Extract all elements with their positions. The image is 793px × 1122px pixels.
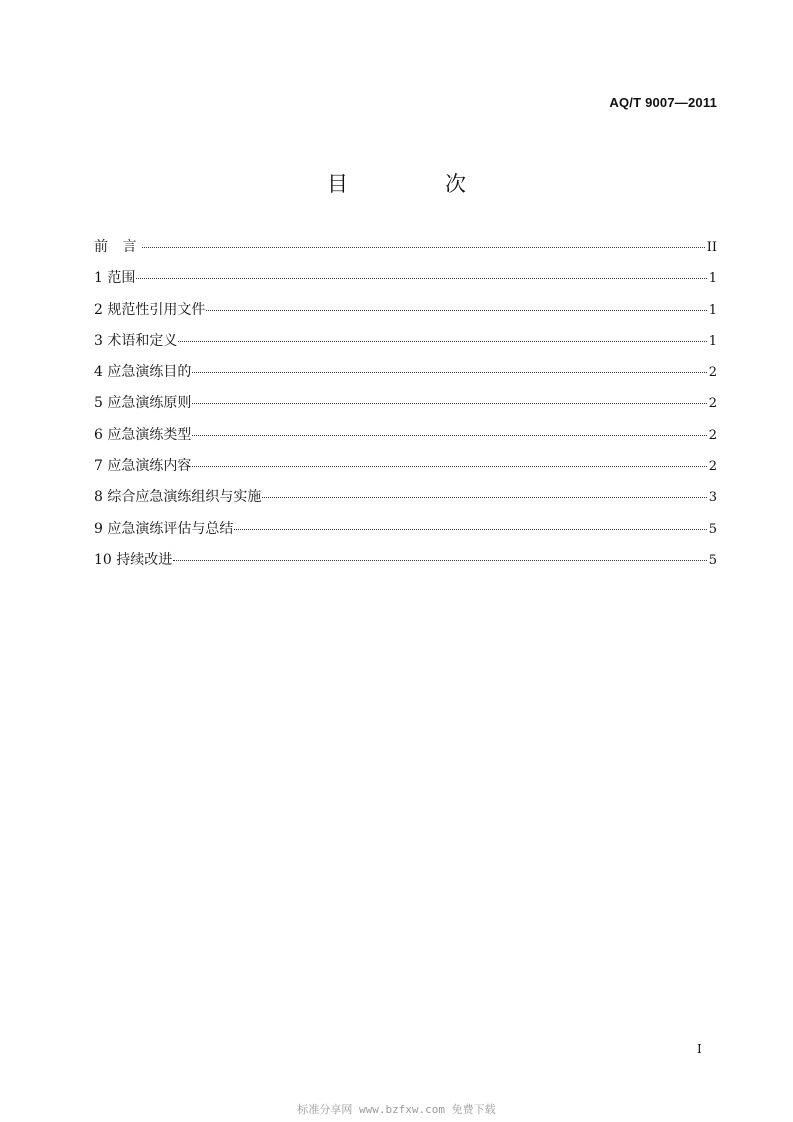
toc-entry-page: 2 <box>708 427 717 443</box>
toc-entry-6[interactable] <box>94 424 717 455</box>
toc-entry-10[interactable] <box>94 549 717 580</box>
leader-dots <box>234 529 706 530</box>
toc-entry-label: 4 应急演练目的 <box>94 364 192 381</box>
leader-dots <box>178 341 706 342</box>
leader-dots <box>136 278 706 279</box>
toc-entry-5[interactable] <box>94 392 717 423</box>
toc-entry-label: 9 应急演练评估与总结 <box>94 520 234 537</box>
leader-dots <box>192 435 706 436</box>
toc-entry-label: 3 术语和定义 <box>94 332 178 349</box>
toc-entry-page: 2 <box>708 365 717 381</box>
toc-entry-page: II <box>706 240 717 255</box>
watermark-text: 标准分享网 www.bzfxw.com 免费下载 <box>297 1103 496 1116</box>
toc-entry-label: 1 范围 <box>94 270 136 287</box>
leader-dots <box>206 310 706 311</box>
toc-entry-label: 6 应急演练类型 <box>94 426 192 443</box>
page-number: I <box>697 1042 702 1056</box>
toc-entry-8[interactable] <box>94 486 717 517</box>
toc-entry-7[interactable] <box>94 455 717 486</box>
toc-entry-page: 1 <box>708 333 717 349</box>
toc-entry-label: 2 规范性引用文件 <box>94 301 206 318</box>
leader-dots <box>192 466 706 467</box>
leader-dots <box>192 403 706 404</box>
leader-dots <box>173 560 706 561</box>
toc-entry-label: 前 言 <box>94 239 142 255</box>
toc-entry-page: 3 <box>708 490 717 506</box>
toc-entry-label: 5 应急演练原则 <box>94 395 192 412</box>
toc-entry-page: 5 <box>708 521 717 537</box>
toc-entry-page: 5 <box>708 552 717 568</box>
page-title: 目 次 <box>327 172 504 196</box>
toc-entry-foreword[interactable] <box>94 236 717 267</box>
toc-entry-9[interactable] <box>94 518 717 549</box>
toc-entry-label: 7 应急演练内容 <box>94 458 192 475</box>
toc-entry-3[interactable] <box>94 330 717 361</box>
toc-entry-label: 10 持续改进 <box>94 551 173 568</box>
toc-entry-label: 8 综合应急演练组织与实施 <box>94 489 262 506</box>
leader-dots <box>192 372 706 373</box>
toc-entry-2[interactable] <box>94 299 717 330</box>
toc-entry-4[interactable] <box>94 361 717 392</box>
standard-code: AQ/T 9007—2011 <box>609 95 717 110</box>
toc-entry-page: 1 <box>708 302 717 318</box>
leader-dots <box>262 497 706 498</box>
leader-dots <box>142 247 704 248</box>
toc-entry-page: 2 <box>708 459 717 475</box>
table-of-contents <box>94 236 717 580</box>
toc-entry-1[interactable] <box>94 267 717 298</box>
toc-entry-page: 1 <box>708 271 717 287</box>
toc-entry-page: 2 <box>708 396 717 412</box>
